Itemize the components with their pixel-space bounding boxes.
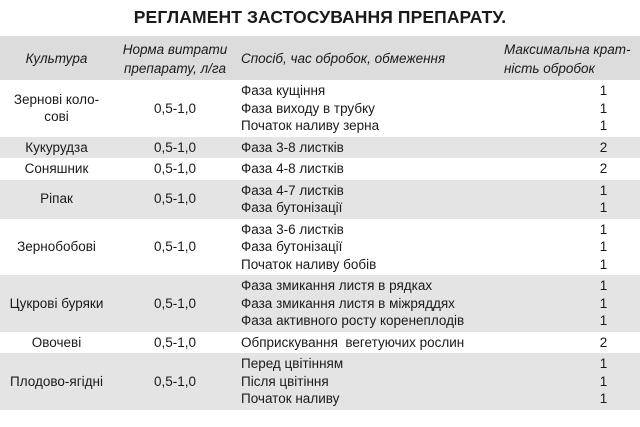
- header-rate: [113, 36, 237, 80]
- header-max-line2: ність обробок: [504, 60, 595, 76]
- crop-cell: Кукурудза: [0, 137, 113, 159]
- crop-cell: [0, 80, 113, 137]
- crop-name-line1: Зернові коло-: [13, 91, 100, 107]
- table-row: [0, 219, 640, 276]
- max-value: 1: [599, 118, 608, 133]
- crop-cell: Плодово-ягідні: [0, 353, 113, 410]
- max-value: 1: [599, 100, 608, 116]
- method-item: Фаза кущіння: [241, 83, 326, 98]
- application-table: [0, 36, 640, 410]
- method-item: Початок наливу бобів: [241, 256, 377, 272]
- crop-cell: Соняшник: [24, 161, 89, 176]
- max-value: 1: [599, 221, 608, 237]
- max-value: 1: [599, 278, 608, 293]
- table-header-row: [0, 36, 640, 80]
- table-row: [0, 180, 640, 219]
- header-max-line1: Максимальна крат-: [504, 41, 631, 57]
- rate-cell: 0,5-1,0: [153, 239, 197, 254]
- method-item: Фаза 3-6 листків: [241, 221, 344, 237]
- max-value: 1: [599, 200, 608, 215]
- max-cell: [500, 158, 640, 180]
- method-cell: [237, 275, 500, 332]
- crop-cell: Ріпак: [0, 180, 113, 219]
- table-row: [0, 353, 640, 410]
- max-value: 1: [599, 182, 608, 198]
- document-title: РЕГЛАМЕНТ ЗАСТОСУВАННЯ ПРЕПАРАТУ.: [133, 7, 507, 27]
- crop-cell: Зернобобові: [17, 239, 96, 254]
- method-item: Після цвітіння: [241, 373, 329, 389]
- max-value: 1: [599, 239, 608, 254]
- max-value: 2: [599, 161, 608, 176]
- rate-cell: 0,5-1,0: [113, 180, 237, 219]
- method-cell: [237, 353, 500, 410]
- method-cell: [237, 158, 500, 180]
- max-cell: [500, 332, 640, 354]
- crop-cell: Овочеві: [31, 334, 82, 350]
- max-value: 1: [599, 83, 608, 98]
- header-rate-line2: препарату, л/га: [123, 60, 227, 76]
- header-crop: Культура: [0, 36, 113, 80]
- max-cell: [500, 80, 640, 137]
- method-item: Фаза змикання листя в міжряддях: [241, 295, 455, 311]
- method-item: Перед цвітінням: [241, 356, 344, 371]
- header-method: Спосіб, час обробок, обмеження: [237, 36, 500, 80]
- method-item: Фаза 4-8 листків: [241, 161, 344, 176]
- method-item: Початок наливу: [241, 391, 340, 406]
- method-item: Фаза 3-8 листків: [241, 139, 344, 155]
- max-value: 1: [599, 295, 608, 311]
- header-rate-line1: Норма витрати: [122, 41, 228, 57]
- method-cell: [237, 219, 500, 276]
- max-cell: [500, 353, 640, 410]
- method-item: Обприскування вегетуючих рослин: [241, 334, 465, 350]
- method-item: Фаза виходу в трубку: [241, 100, 375, 116]
- method-item: Фаза 4-7 листків: [241, 182, 344, 198]
- method-cell: [237, 180, 500, 219]
- max-cell: [500, 275, 640, 332]
- max-cell: [500, 219, 640, 276]
- table-row: [0, 137, 640, 159]
- method-item: Початок наливу зерна: [241, 118, 380, 133]
- max-value: 1: [599, 391, 608, 406]
- max-value: 1: [599, 356, 608, 371]
- rate-cell: 0,5-1,0: [113, 137, 237, 159]
- table-row: [0, 158, 640, 180]
- method-cell: [237, 137, 500, 159]
- max-cell: [500, 180, 640, 219]
- crop-cell: Цукрові буряки: [0, 275, 113, 332]
- method-item: Фаза активного росту коренеплодів: [241, 313, 465, 328]
- rate-cell: 0,5-1,0: [153, 161, 197, 176]
- rate-cell: 0,5-1,0: [153, 334, 197, 350]
- method-item: Фаза змикання листя в рядках: [241, 278, 433, 293]
- max-cell: [500, 137, 640, 159]
- method-cell: [237, 80, 500, 137]
- max-value: 1: [599, 373, 608, 389]
- table-row: [0, 275, 640, 332]
- max-value: 2: [599, 334, 608, 350]
- max-value: 1: [599, 256, 608, 272]
- header-max: [500, 36, 640, 80]
- crop-name-line2: сові: [44, 109, 69, 125]
- method-item: Фаза бутонізації: [241, 239, 343, 254]
- rate-cell: 0,5-1,0: [113, 353, 237, 410]
- method-item: Фаза бутонізації: [241, 200, 343, 215]
- max-value: 2: [599, 139, 608, 155]
- rate-cell: 0,5-1,0: [113, 275, 237, 332]
- table-row: [0, 332, 640, 354]
- table-row: [0, 80, 640, 137]
- method-cell: [237, 332, 500, 354]
- rate-cell: 0,5-1,0: [153, 100, 197, 116]
- max-value: 1: [599, 313, 608, 328]
